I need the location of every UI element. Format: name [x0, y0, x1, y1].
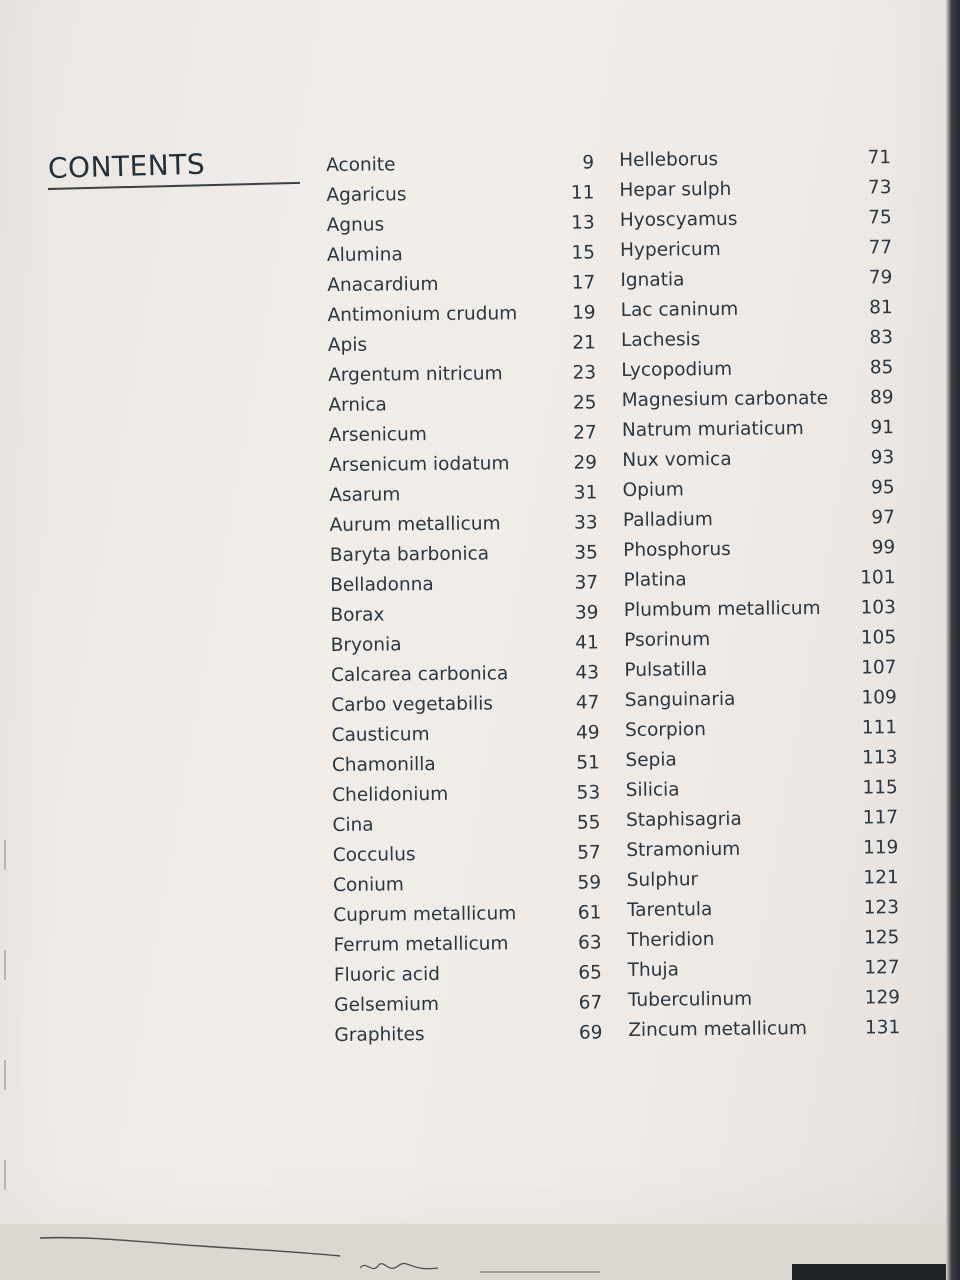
- entry-page-number: 43: [575, 662, 600, 684]
- entry-page-number: 37: [574, 572, 599, 594]
- contents-entry: [619, 143, 891, 176]
- contents-entry: [623, 533, 895, 566]
- contents-entry: [628, 1013, 900, 1046]
- contents-entry: [624, 653, 896, 686]
- contents-entry: [622, 443, 894, 476]
- contents-entry: [621, 353, 893, 386]
- entry-title: Conium: [332, 874, 405, 896]
- entry-page-number: 83: [869, 327, 894, 349]
- entry-page-number: 97: [871, 507, 896, 529]
- contents-entry: [620, 233, 892, 266]
- contents-entry: [625, 683, 897, 716]
- entry-title: Sepia: [625, 749, 677, 771]
- contents-entry: [329, 478, 597, 511]
- entry-page-number: 129: [864, 987, 901, 1009]
- entry-page-number: 117: [862, 807, 899, 829]
- entry-page-number: 53: [576, 782, 601, 804]
- entry-title: Theridion: [627, 929, 715, 951]
- entry-page-number: 67: [578, 992, 603, 1014]
- entry-title: Calcarea carbonica: [330, 663, 509, 686]
- contents-entry: [623, 563, 895, 596]
- entry-page-number: 61: [577, 902, 602, 924]
- entry-page-number: 127: [864, 957, 900, 979]
- entry-title: Borax: [330, 604, 385, 626]
- contents-entry: [334, 1018, 602, 1051]
- contents-entry: [328, 328, 596, 361]
- entry-page-number: 29: [573, 452, 598, 474]
- entry-title: Agnus: [326, 214, 385, 236]
- entry-page-number: 51: [576, 752, 600, 774]
- entry-page-number: 89: [869, 387, 894, 409]
- entry-page-number: 59: [577, 872, 602, 894]
- contents-entry: [622, 383, 894, 416]
- entry-page-number: 131: [864, 1017, 901, 1039]
- entry-title: Platina: [623, 569, 687, 591]
- entry-title: Hypericum: [619, 238, 721, 261]
- contents-entry: [331, 718, 599, 751]
- entry-page-number: 31: [573, 482, 598, 504]
- entry-page-number: 57: [577, 842, 601, 864]
- entry-title: Psorinum: [624, 629, 711, 651]
- contents-entry: [331, 628, 599, 661]
- contents-entry: [326, 148, 594, 181]
- page-title: CONTENTS: [47, 147, 206, 185]
- contents-entry: [331, 688, 599, 721]
- contents-entry: [620, 203, 892, 236]
- contents-entry: [620, 263, 892, 296]
- entry-title: Nux vomica: [622, 448, 732, 471]
- entry-page-number: 99: [871, 537, 896, 559]
- contents-entry: [327, 238, 595, 271]
- entry-page-number: 111: [861, 717, 898, 739]
- entry-page-number: 95: [870, 477, 895, 499]
- entry-title: Antimonium crudum: [327, 303, 518, 326]
- entry-title: Stramonium: [626, 838, 741, 861]
- entry-page-number: 115: [862, 777, 898, 799]
- entry-title: Hepar sulph: [619, 178, 732, 201]
- entry-page-number: 79: [868, 267, 893, 289]
- entry-page-number: 113: [861, 747, 898, 769]
- entry-page-number: 47: [575, 692, 600, 714]
- contents-entry: [627, 953, 899, 986]
- entry-page-number: 55: [576, 812, 601, 834]
- entry-page-number: 23: [572, 362, 597, 384]
- entry-title: Belladonna: [330, 573, 434, 596]
- contents-entry: [333, 868, 601, 901]
- entry-title: Opium: [622, 479, 684, 501]
- contents-entry: [626, 803, 898, 836]
- entry-title: Aconite: [326, 154, 396, 176]
- entry-page-number: 25: [572, 392, 597, 414]
- entry-page-number: 33: [573, 512, 598, 534]
- contents-entry: [329, 508, 597, 541]
- entry-title: Cina: [332, 814, 374, 836]
- contents-entry: [329, 448, 597, 481]
- contents-entry: [332, 808, 600, 841]
- contents-entry: [623, 503, 895, 536]
- contents-entry: [330, 598, 598, 631]
- contents-entry: [627, 923, 899, 956]
- contents-entry: [625, 743, 897, 776]
- entry-page-number: 109: [861, 687, 897, 709]
- entry-title: Carbo vegetabilis: [331, 693, 494, 716]
- entry-title: Gelsemium: [334, 993, 440, 1016]
- entry-title: Alumina: [326, 244, 403, 266]
- contents-entry: [332, 748, 600, 781]
- entry-page-number: 107: [861, 657, 897, 679]
- entry-page-number: 65: [578, 962, 603, 984]
- entry-page-number: 9: [582, 152, 595, 174]
- entry-title: Anacardium: [327, 273, 439, 296]
- entry-page-number: 71: [867, 147, 892, 169]
- entry-page-number: 101: [860, 567, 896, 589]
- entry-page-number: 35: [574, 542, 598, 564]
- contents-entry: [622, 413, 894, 446]
- contents-entry: [622, 473, 894, 506]
- entry-title: Bryonia: [330, 634, 402, 656]
- contents-entry: [334, 958, 602, 991]
- contents-entry: [330, 568, 598, 601]
- entry-title: Ignatia: [620, 269, 685, 291]
- entry-page-number: 75: [868, 207, 892, 229]
- entry-title: Pulsatilla: [624, 659, 708, 681]
- entry-title: Lac caninum: [620, 298, 739, 321]
- entry-page-number: 39: [574, 602, 599, 624]
- entry-page-number: 91: [870, 417, 895, 439]
- contents-entry: [627, 863, 899, 896]
- entry-title: Natrum muriaticum: [621, 418, 804, 441]
- entry-title: Graphites: [334, 1024, 425, 1046]
- entry-page-number: 119: [862, 837, 899, 859]
- entry-title: Hyoscyamus: [619, 208, 738, 231]
- contents-entry: [626, 833, 898, 866]
- entry-title: Lachesis: [620, 329, 701, 351]
- contents-entry: [333, 898, 601, 931]
- entry-title: Argentum nitricum: [328, 363, 503, 386]
- binding-stitch-marks: [0, 830, 14, 1210]
- entry-title: Apis: [327, 334, 368, 356]
- entry-page-number: 19: [571, 302, 596, 324]
- contents-entry: [621, 293, 893, 326]
- contents-entry: [626, 773, 898, 806]
- entry-title: Zincum metallicum: [628, 1018, 808, 1041]
- entry-page-number: 17: [571, 272, 596, 294]
- contents-entry: [621, 323, 893, 356]
- entry-page-number: 103: [860, 597, 896, 619]
- contents-entry: [627, 893, 899, 926]
- contents-column-left: [326, 148, 603, 1051]
- entry-title: Sanguinaria: [624, 688, 736, 711]
- entry-title: Palladium: [622, 509, 713, 531]
- entry-page-number: 105: [860, 627, 897, 649]
- entry-title: Aurum metallicum: [329, 513, 501, 536]
- entry-title: Causticum: [331, 724, 430, 746]
- contents-entry: [624, 593, 896, 626]
- entry-page-number: 125: [863, 927, 900, 949]
- entry-title: Staphisagria: [625, 808, 742, 831]
- entry-title: Chamonilla: [331, 753, 436, 776]
- contents-entry: [334, 988, 602, 1021]
- contents-entry: [619, 173, 891, 206]
- contents-column-right: [619, 143, 900, 1046]
- contents-entry: [329, 418, 597, 451]
- entry-page-number: 121: [863, 867, 899, 889]
- bottom-page-curl: [0, 1216, 948, 1280]
- entry-title: Arsenicum: [328, 424, 427, 446]
- entry-page-number: 13: [571, 212, 595, 234]
- entry-page-number: 11: [570, 182, 595, 204]
- contents-entry: [328, 358, 596, 391]
- contents-entry: [331, 658, 599, 691]
- entry-title: Fluoric acid: [333, 963, 441, 986]
- entry-page-number: 123: [863, 897, 900, 919]
- entry-title: Ferrum metallicum: [333, 933, 509, 956]
- contents-entry: [327, 208, 595, 241]
- contents-entry: [628, 983, 900, 1016]
- entry-title: Phosphorus: [623, 538, 731, 561]
- entry-page-number: 27: [573, 422, 597, 444]
- contents-entry: [333, 838, 601, 871]
- contents-entry: [328, 388, 596, 421]
- contents-entry: [333, 928, 601, 961]
- page-edge-shadow: [946, 0, 960, 1280]
- entry-title: Chelidonium: [332, 783, 449, 806]
- entry-page-number: 77: [868, 237, 893, 259]
- entry-title: Agaricus: [326, 184, 407, 206]
- entry-page-number: 63: [577, 932, 602, 954]
- contents-entry: [326, 178, 594, 211]
- entry-title: Tarentula: [626, 899, 713, 921]
- entry-title: Thuja: [627, 959, 679, 981]
- entry-page-number: 41: [575, 632, 599, 654]
- entry-page-number: 81: [869, 297, 893, 319]
- entry-title: Cuprum metallicum: [333, 903, 517, 926]
- entry-title: Asarum: [329, 484, 401, 506]
- entry-title: Plumbum metallicum: [623, 597, 821, 621]
- entry-title: Magnesium carbonate: [621, 387, 829, 411]
- entry-page-number: 49: [575, 722, 600, 744]
- contents-entry: [327, 268, 595, 301]
- entry-title: Cocculus: [332, 844, 416, 866]
- contents-entry: [330, 538, 598, 571]
- entry-title: Baryta barbonica: [329, 543, 490, 566]
- entry-title: Arnica: [328, 394, 387, 416]
- entry-title: Scorpion: [625, 719, 707, 741]
- entry-page-number: 73: [867, 177, 892, 199]
- contents-entry: [624, 623, 896, 656]
- entry-title: Arsenicum iodatum: [328, 453, 510, 476]
- entry-title: Helleborus: [619, 148, 719, 171]
- entry-page-number: 21: [572, 332, 596, 354]
- entry-title: Silicia: [625, 779, 680, 801]
- entry-title: Sulphur: [626, 869, 699, 891]
- entry-title: Lycopodium: [621, 358, 733, 381]
- entry-title: Tuberculinum: [627, 988, 753, 1011]
- contents-entry: [332, 778, 600, 811]
- entry-page-number: 69: [578, 1022, 603, 1044]
- entry-page-number: 93: [870, 447, 895, 469]
- entry-page-number: 85: [869, 357, 894, 379]
- contents-entry: [625, 713, 897, 746]
- contents-entry: [327, 298, 595, 331]
- entry-page-number: 15: [571, 242, 596, 264]
